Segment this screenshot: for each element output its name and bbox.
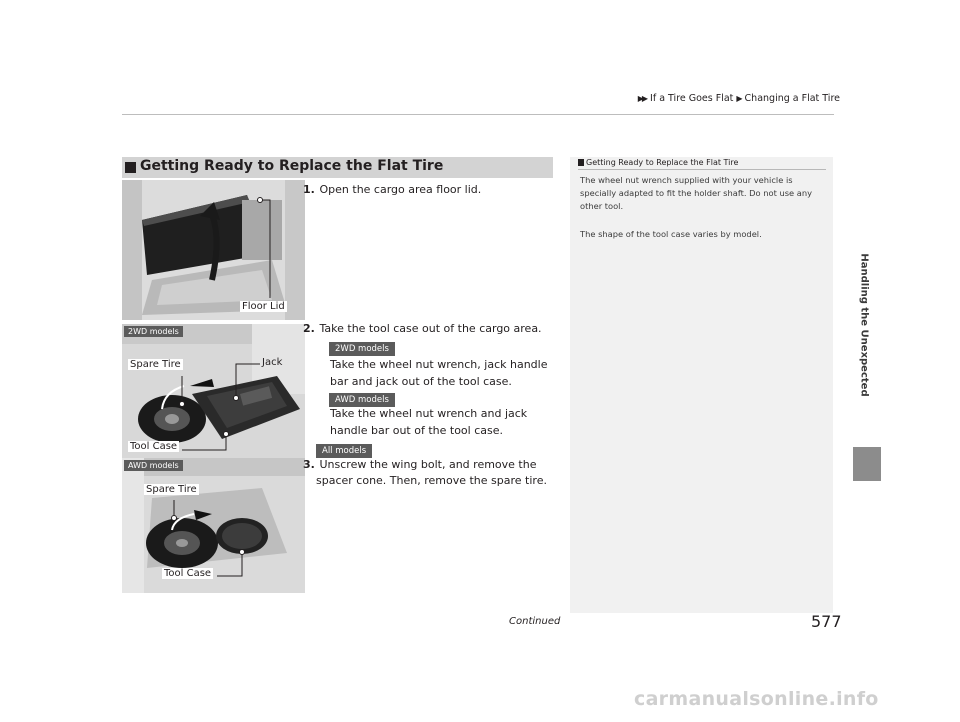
floor-lid-figure: [122, 180, 305, 320]
step-3: [303, 457, 556, 489]
section-header: [122, 157, 553, 178]
note-marker-icon: [578, 159, 584, 166]
continued-label: Continued: [509, 616, 561, 627]
breadcrumb-part1: If a Tire Goes Flat: [650, 93, 734, 104]
floor-lid-leader-line: [122, 180, 305, 320]
two-wd-tool-case-label: Tool Case: [130, 441, 178, 452]
two-wd-spare-tire-label: Spare Tire: [130, 359, 181, 370]
breadcrumb-arrow-icon: ▶▶: [637, 94, 647, 103]
step-2: [303, 321, 556, 337]
awd-leader-lines: [122, 458, 305, 593]
breadcrumb-part2: Changing a Flat Tire: [744, 93, 840, 104]
step-1-text: Open the cargo area floor lid.: [319, 183, 482, 196]
sidebar-note-title-text: Getting Ready to Replace the Flat Tire: [586, 158, 739, 167]
badge-awd: AWD models: [329, 393, 395, 407]
breadcrumb: [500, 93, 840, 104]
header-rule: [122, 114, 834, 115]
step-2-text: Take the tool case out of the cargo area.: [319, 322, 542, 335]
side-tab: [855, 190, 873, 460]
floor-lid-label: Floor Lid: [242, 301, 285, 312]
sidebar-note-rule: [578, 169, 826, 170]
two-wd-leader-lines: [122, 324, 305, 458]
section-square-icon: [125, 162, 136, 173]
awd-figure-badge: AWD models: [124, 460, 183, 471]
jack-label: Jack: [262, 357, 283, 368]
text-2wd: Take the wheel nut wrench, jack handle bar and jack out of the tool case.: [330, 358, 548, 388]
sidebar-note-paragraph-1: The wheel nut wrench supplied with your vehicle is specially adapted to fit the holder shaft. Do not use any other tool.: [580, 175, 813, 211]
badge-all-models: All models: [316, 444, 372, 458]
sidebar-note-paragraph-2: The shape of the tool case varies by model.: [580, 229, 762, 239]
step-3-number: 3.: [303, 458, 315, 471]
awd-spare-tire-label: Spare Tire: [146, 484, 197, 495]
sidebar-note-title: [578, 158, 828, 167]
two-wd-figure: [122, 324, 305, 458]
step-3-text: Unscrew the wing bolt, and remove the spacer cone. Then, remove the spare tire.: [316, 458, 547, 487]
watermark: carmanualsonline.info: [634, 688, 879, 710]
step-1: [303, 182, 556, 198]
awd-figure: [122, 458, 305, 593]
side-tab-marker: [853, 447, 881, 481]
page-number: 577: [811, 612, 842, 631]
sidebar-note-panel: [570, 157, 833, 613]
badge-2wd: 2WD models: [329, 342, 395, 356]
section-title: Getting Ready to Replace the Flat Tire: [140, 158, 444, 174]
breadcrumb-arrow-icon: ▶: [736, 94, 741, 103]
two-wd-figure-badge: 2WD models: [124, 326, 183, 337]
text-awd: Take the wheel nut wrench and jack handle bar out of the tool case.: [330, 407, 528, 437]
awd-tool-case-label: Tool Case: [164, 568, 212, 579]
side-tab-label: Handling the Unexpected: [858, 253, 870, 397]
step-1-number: 1.: [303, 183, 315, 196]
step-2-number: 2.: [303, 322, 315, 335]
